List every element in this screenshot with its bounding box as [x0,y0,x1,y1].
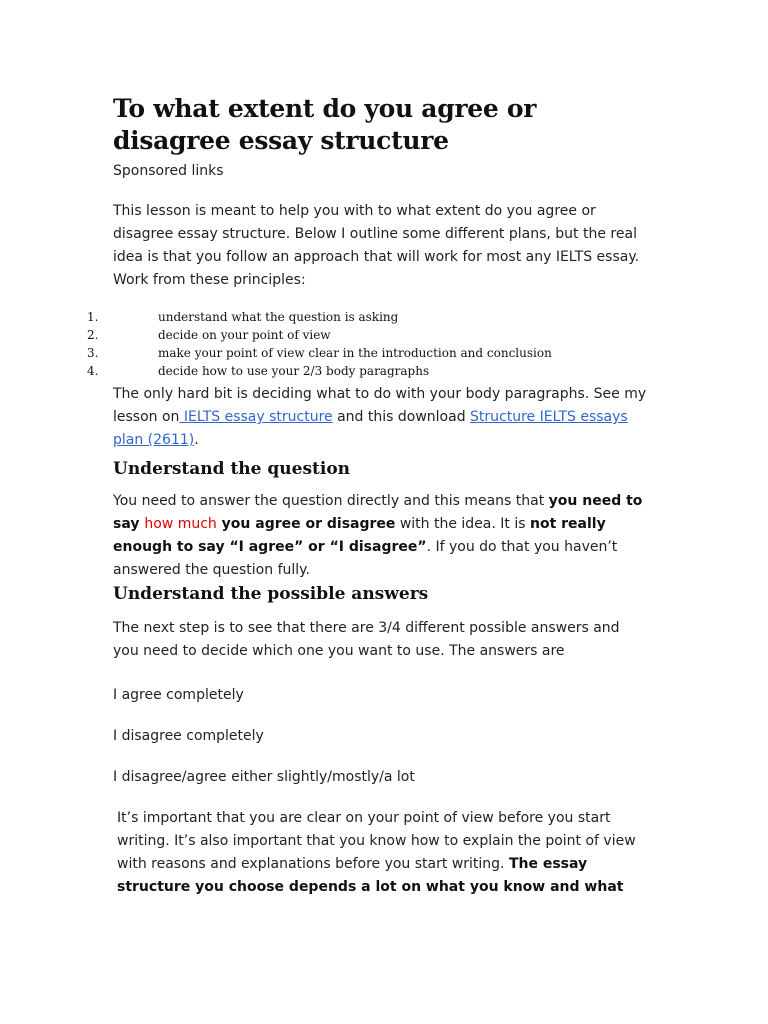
note-text: . [194,432,199,448]
answer-option: I disagree/agree either slightly/mostly/a lot [113,769,415,785]
list-number: 3. [87,346,99,360]
sponsored-links-label: Sponsored links [113,163,224,179]
answer-option: I agree completely [113,687,244,703]
intro-paragraph: This lesson is meant to help you with to what extent do you agree or disagree essay structure. Below I outline some different plans, but the real idea is that you follow an approach that will work for most any IELTS essay. Work from these principles: [113,203,640,288]
list-number: 1. [87,310,99,324]
next-step-paragraph: The next step is to see that there are 3/4 different possible answers and you need to decide which one you want to use. The answers are [113,620,620,659]
article-content [87,93,648,899]
list-item [87,344,648,362]
bold-text: The essay structure you choose depends a lot on what you know and what [117,856,624,895]
answer-option: I disagree completely [113,728,264,744]
list-number: 4. [87,364,99,378]
list-number: 2. [87,328,99,342]
list-text: decide how to use your 2/3 body paragraphs [158,364,430,378]
list-item [87,326,648,344]
bold-text: you need to say [113,493,643,532]
important-paragraph [113,807,648,899]
list-item [87,362,648,380]
structure-plan-download-link[interactable]: Structure IELTS essays plan (2611) [113,409,628,448]
list-text: decide on your point of view [158,328,331,342]
list-text: make your point of view clear in the introduction and conclusion [158,346,552,360]
section-heading-answers: Understand the possible answers [113,584,429,604]
list-text: understand what the question is asking [158,310,399,324]
highlight-text: how much [144,516,217,532]
body-paragraphs-note [113,383,648,452]
ielts-essay-structure-link[interactable]: IELTS essay structure [179,409,333,425]
note-text: The only hard bit is deciding what to do with your body paragraphs. See my lesson on [113,386,647,425]
bold-text: you agree or disagree [216,516,396,532]
paragraph-text: You need to answer the question directly and this means that [113,493,549,509]
paragraph-text: . If you do that you haven’t answered the question fully. [113,539,618,578]
bold-text: not really enough to say “I agree” or “I disagree” [113,516,606,555]
note-text: and this download [332,409,471,425]
section-heading-question: Understand the question [113,459,351,479]
list-item [87,308,648,326]
principles-list [87,308,648,380]
paragraph-text: It’s important that you are clear on your point of view before you start writing. It’s also important that you know how to explain the point of view with reasons and explanations before you start writing. [117,810,636,872]
paragraph-text: with the idea. It is [395,516,530,532]
page-title: To what extent do you agree or disagree essay structure [113,94,537,155]
question-paragraph [113,490,648,582]
